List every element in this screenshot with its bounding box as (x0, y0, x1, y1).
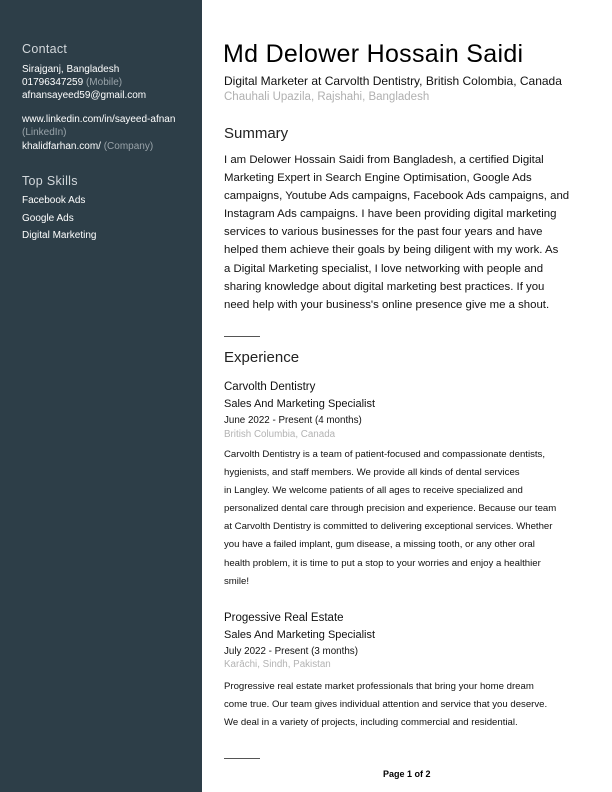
summary-line: sharing knowledge about digital marketing best practices. If you (224, 280, 545, 293)
skill-item: Google Ads (22, 213, 74, 224)
summary-text (224, 151, 569, 314)
sidebar (0, 0, 202, 792)
job-title: Sales And Marketing Specialist (224, 398, 376, 410)
desc-line: in Langley. We welcome patients of all ages to receive specialized and (224, 485, 523, 497)
job-location: British Columbia, Canada (224, 429, 336, 440)
desc-line: come true. Our team gives individual attention and service that you deserve. (224, 699, 548, 711)
job-location: Karāchi, Sindh, Pakistan (224, 659, 331, 670)
summary-heading: Summary (224, 125, 289, 142)
desc-line: We deal in a variety of projects, including commercial and residential. (224, 717, 518, 729)
desc-line: Progressive real estate market professionals that bring your home dream (224, 681, 534, 692)
desc-line: personalized dental care through precision and experience. Because our team (224, 503, 557, 515)
page-number: Page 1 of 2 (383, 769, 431, 779)
contact-heading: Contact (22, 42, 68, 56)
job-description (224, 678, 547, 732)
desc-line: you have a failed implant, gum disease, a missing tooth, or any other oral (224, 539, 535, 551)
job-company: Progessive Real Estate (224, 612, 344, 624)
summary-line: Instagram Ads campaigns. I have been providing digital marketing (224, 208, 557, 221)
experience-heading: Experience (224, 349, 300, 366)
job-description (224, 446, 556, 591)
skill-item: Digital Marketing (22, 230, 97, 241)
desc-line: hygienists, and staff members. We provide all kinds of dental services (224, 467, 520, 479)
company-label: (Company) (103, 141, 154, 152)
job-dates: June 2022 - Present (4 months) (224, 415, 362, 426)
desc-line: Carvolth Dentistry is a team of patient-focused and compassionate dentists, (224, 449, 546, 460)
email-link[interactable]: afnansayeed59@gmail.com (22, 90, 147, 101)
summary-line: need help with your business's online presence give me a shout. (224, 298, 550, 311)
summary-line: Marketing Expert in Search Engine Optimisation, Google Ads (224, 172, 532, 185)
headline: Digital Marketer at Carvolth Dentistry, British Colombia, Canada (224, 74, 562, 88)
company-link[interactable]: khalidfarhan.com/ (22, 141, 101, 152)
profile-location: Chauhali Upazila, Rajshahi, Bangladesh (224, 91, 430, 103)
company-line (22, 140, 153, 153)
summary-line: helped them achieve their goals by being diligent with my work. As (224, 244, 559, 257)
divider (224, 758, 260, 759)
job-title: Sales And Marketing Specialist (224, 629, 376, 641)
skill-item: Facebook Ads (22, 195, 86, 206)
summary-line: services to various businesses for the past four years and have (224, 226, 543, 239)
desc-line: health problem, it is time to put a stop to your worries and enjoy a healthier (224, 557, 541, 569)
divider (224, 336, 260, 337)
linkedin-link[interactable]: www.linkedin.com/in/sayeed-afnan (22, 114, 176, 125)
summary-line: a Digital Marketing specialist, I love networking with people and (224, 262, 544, 275)
skills-heading: Top Skills (22, 174, 78, 188)
job-company: Carvolth Dentistry (224, 381, 316, 393)
linkedin-label: (LinkedIn) (22, 127, 67, 138)
summary-line: I am Delower Hossain Saidi from Bangladesh, a certified Digital (224, 154, 544, 166)
profile-name: Md Delower Hossain Saidi (223, 40, 524, 68)
phone: 01796347259 (22, 77, 84, 88)
address: Sirajganj, Bangladesh (22, 64, 120, 75)
job-dates: July 2022 - Present (3 months) (224, 646, 358, 657)
phone-line (22, 76, 122, 89)
desc-line: smile! (224, 575, 250, 587)
summary-line: campaigns, Youtube Ads campaigns, Facebook Ads campaigns, and (224, 190, 570, 203)
desc-line: at Carvolth Dentistry is committed to delivering exceptional services. Whether (224, 521, 553, 533)
phone-label: (Mobile) (85, 77, 123, 88)
